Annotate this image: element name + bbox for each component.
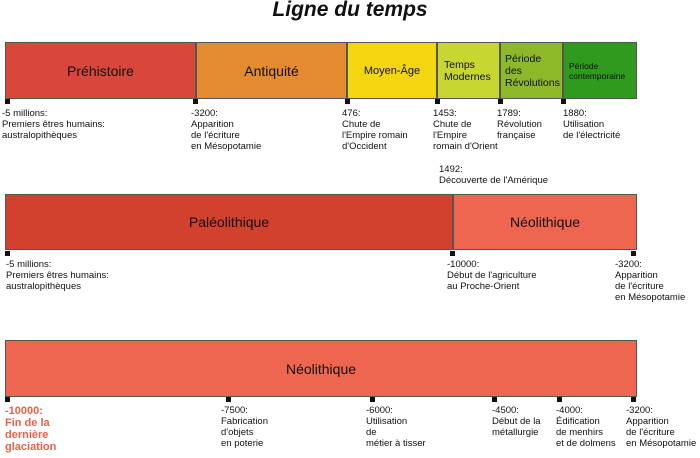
marker [498,99,503,104]
marker [370,397,375,402]
event-label: -7500: Fabrication d'objets en poterie [221,405,268,449]
event-label: 1453: Chute de l'Empire romain d'Orient [433,108,498,152]
event-label: -10000: Début de l'agriculture au Proche-Orient [447,259,537,292]
page-title: Ligne du temps [272,0,428,21]
marker [226,397,231,402]
event-label: -3200: Apparition de l'écriture en Mésopotamie [615,259,686,303]
event-label: -6000: Utilisation de métier à tisser [366,405,426,449]
marker [5,99,10,104]
event-label: 1789: Révolution française [497,108,542,141]
event-label: -4500: Début de la métallurgie [492,405,541,438]
event-label: -5 millions: Premiers êtres humains: australopithèques [6,259,109,292]
marker [345,99,350,104]
event-label: -5 millions: Premiers êtres humains: australopithèques [2,108,105,141]
marker [631,397,636,402]
segment-revolutions: Période des Révolutions [500,42,563,99]
segment-contemporaine: Période contemporaine [563,42,637,99]
event-label: -4000: Édification de menhirs et de dolmens [556,405,616,449]
event-label-highlight: -10000: Fin de la dernière glaciation [5,405,57,453]
segment-antiquite: Antiquité [196,42,347,99]
marker [492,397,497,402]
segment-moyen-age: Moyen-Âge [347,42,437,99]
event-label: 1492: Découverte de l'Amérique [439,164,549,186]
segment-neolithique: Néolithique [5,340,637,397]
marker [557,397,562,402]
event-label: -3200: Apparition de l'écriture en Mésopotamie [191,108,262,152]
event-label: 476: Chute de l'Empire romain d'Occident [342,108,408,152]
segment-paleolithique: Paléolithique [5,194,453,250]
marker [561,99,566,104]
marker [435,99,440,104]
event-label: -3200: Apparition de l'écriture en Mésopotamie [626,405,697,449]
marker [631,251,636,256]
segment-neolithique: Néolithique [453,194,637,250]
marker [450,251,455,256]
segment-temps-modernes: Temps Modernes [437,42,500,99]
event-label: 1880: Utilisation de l'électricité [563,108,621,141]
segment-prehistoire: Préhistoire [5,42,196,99]
marker [5,251,10,256]
marker [193,99,198,104]
marker [5,397,10,402]
